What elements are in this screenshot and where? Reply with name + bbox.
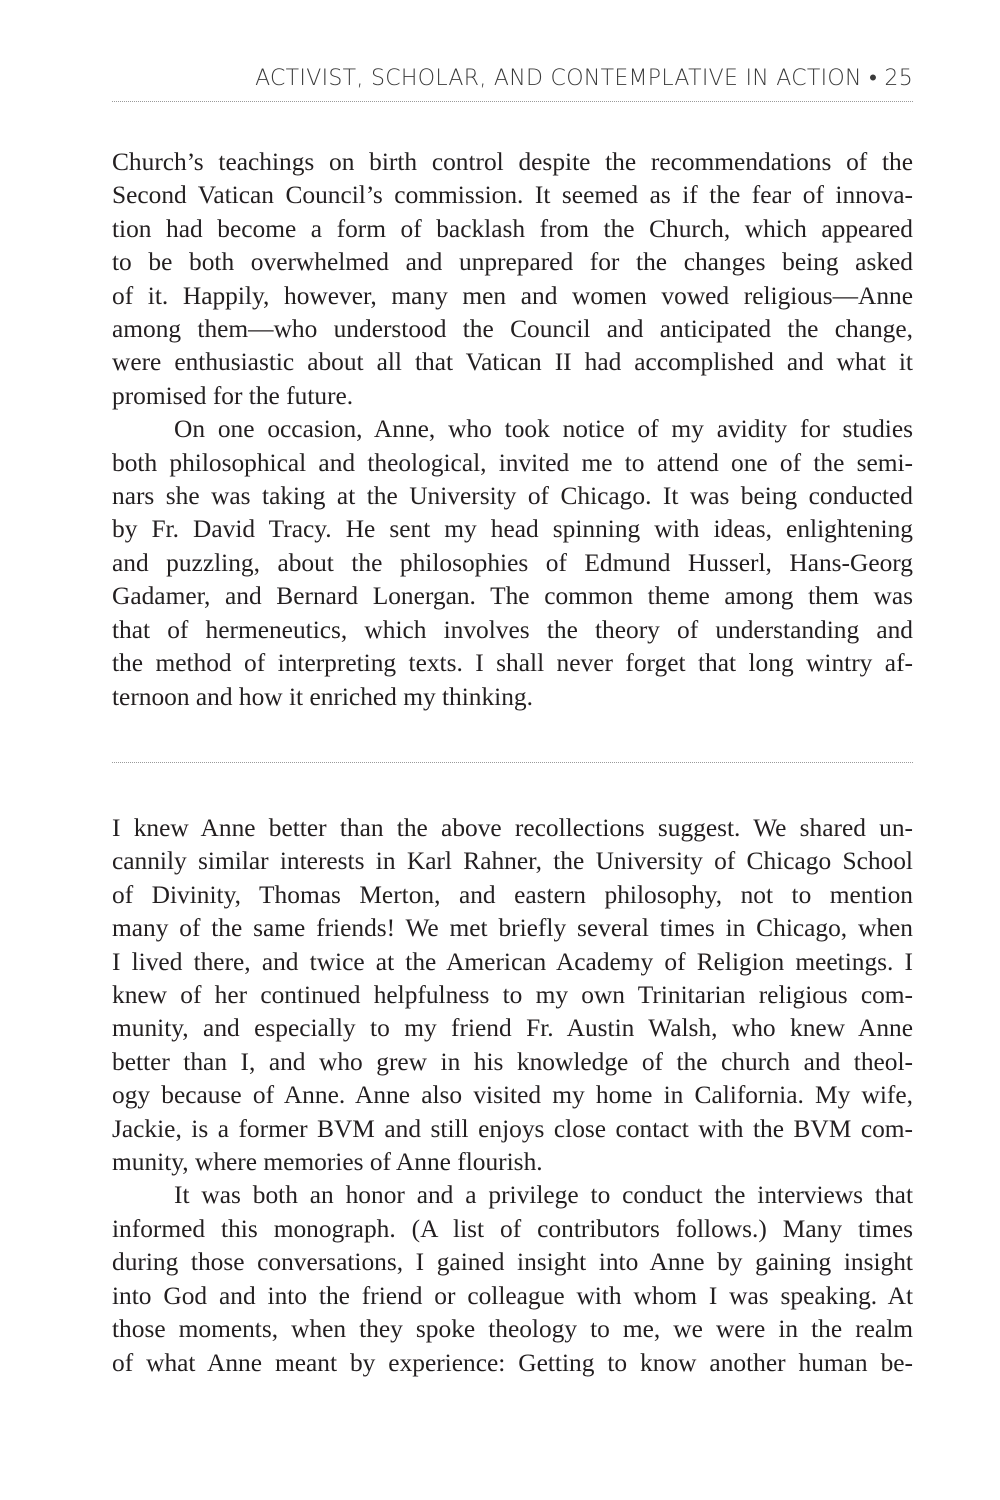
text-line: Second Vatican Council’s commission. It seemed as if the fear of innova- [112, 181, 913, 210]
paragraph [112, 413, 913, 714]
text-line: On one occasion, Anne, who took notice of my avidity for studies [174, 415, 913, 444]
text-line: the method of interpreting texts. I shall never forget that long wintry af- [112, 649, 913, 678]
text-line: nars she was taking at the University of Chicago. It was being conducted [112, 482, 913, 511]
text-line: and puzzling, about the philosophies of Edmund Husserl, Hans-Georg [112, 548, 913, 577]
text-line: of it. Happily, however, many men and women vowed religious—Anne [112, 281, 913, 310]
paragraph [112, 812, 913, 1179]
text-line: ternoon and how it enriched my thinking. [112, 682, 533, 711]
text-line: among them—who understood the Council and anticipated the change, [112, 315, 913, 344]
text-line: munity, where memories of Anne flourish. [112, 1148, 543, 1177]
text-section-1 [112, 146, 913, 714]
text-line: munity, and especially to my friend Fr. Austin Walsh, who knew Anne [112, 1014, 913, 1043]
text-section-2 [112, 812, 913, 1380]
text-line: cannily similar interests in Karl Rahner, the University of Chicago School [112, 847, 913, 876]
text-line: that of hermeneutics, which involves the theory of understanding and [112, 615, 913, 644]
book-page [112, 0, 913, 1500]
text-line: into God and into the friend or colleague with whom I was speaking. At [112, 1281, 913, 1310]
paragraph [112, 146, 913, 413]
section-dotted-rule [112, 762, 913, 763]
paragraph [112, 1179, 913, 1379]
header-dotted-rule [112, 101, 913, 102]
text-line: of what Anne meant by experience: Getting to know another human be- [112, 1348, 913, 1377]
text-line: I knew Anne better than the above recollections suggest. We shared un- [112, 814, 913, 842]
text-line: better than I, and who grew in his knowledge of the church and theol- [112, 1047, 913, 1076]
text-line: Church’s teachings on birth control despite the recommendations of the [112, 148, 913, 176]
text-line: Gadamer, and Bernard Lonergan. The common theme among them was [112, 582, 913, 611]
text-line: were enthusiastic about all that Vatican II had accomplished and what it [112, 348, 913, 377]
text-line: many of the same friends! We met briefly several times in Chicago, when [112, 914, 913, 943]
text-line: It was both an honor and a privilege to conduct the interviews that [174, 1181, 913, 1210]
text-line: of Divinity, Thomas Merton, and eastern philosophy, not to mention [112, 880, 913, 909]
text-line: both philosophical and theological, invited me to attend one of the semi- [112, 448, 913, 477]
text-line: Jackie, is a former BVM and still enjoys close contact with the BVM com- [112, 1114, 913, 1143]
text-line: by Fr. David Tracy. He sent my head spinning with ideas, enlightening [112, 515, 913, 544]
text-line: I lived there, and twice at the American Academy of Religion meetings. I [112, 947, 913, 976]
text-line: to be both overwhelmed and unprepared for the changes being asked [112, 248, 913, 277]
text-line: knew of her continued helpfulness to my own Trinitarian religious com- [112, 981, 913, 1010]
text-line: those moments, when they spoke theology to me, we were in the realm [112, 1315, 913, 1344]
text-line: tion had become a form of backlash from the Church, which appeared [112, 214, 913, 243]
text-line: informed this monograph. (A list of contributors follows.) Many times [112, 1214, 913, 1243]
text-line: ogy because of Anne. Anne also visited my home in California. My wife, [112, 1081, 913, 1110]
text-line: during those conversations, I gained insight into Anne by gaining insight [112, 1248, 913, 1277]
running-head: ACTIVIST, SCHOLAR, AND CONTEMPLATIVE IN ACTION • 25 [255, 66, 913, 91]
text-line: promised for the future. [112, 381, 354, 410]
